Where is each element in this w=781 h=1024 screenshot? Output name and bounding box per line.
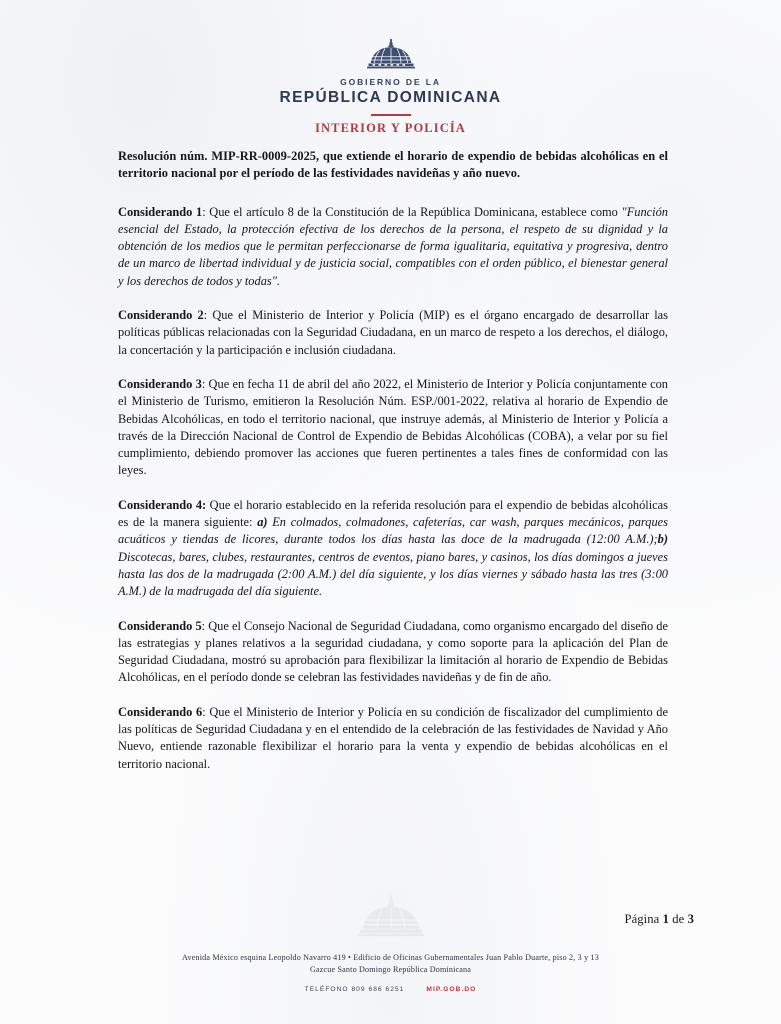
header-divider-rule	[371, 114, 411, 117]
footer-contact	[0, 986, 781, 993]
considerando-lead: Considerando 5	[118, 618, 202, 633]
letterhead	[0, 0, 781, 136]
considerando-paragraph-5	[118, 618, 668, 687]
considerando-lead: Considerando 6	[118, 704, 203, 719]
considerando-text: Que en fecha 11 de abril del año 2022, el Ministerio de Interior y Policía conjuntamente con el Ministerio de Turismo, emitieron la Resolución Núm. ESP./001-2022, relativa al horario de Expendio de Bebidas Alcohólicas, en todo el territorio nacional, que instruye además, al Ministerio de Interior y Policía a través de la Dirección Nacional de Control de Expendio de Bebidas Alcohólicas (COBA), a velar por su fiel cumplimiento, debiendo promover las acciones que fueren pertinentes a tales fines de conformidad con las leyes.	[118, 376, 668, 478]
considerando-text: Que el Ministerio de Interior y Policía en su condición de fiscalizador del cumplimiento de las políticas de Seguridad Ciudadana y en el entendido de la celebración de las festividades de Navidad y Año Nuevo, entiende razonable flexibilizar el horario para la venta y expendio de bebidas alcohólicas en el territorio nacional.	[118, 704, 668, 771]
considerando-text: Que el artículo 8 de la Constitución de la República Dominicana, establece como	[209, 204, 622, 219]
considerando-text: Que el Consejo Nacional de Seguridad Ciudadana, como organismo encargado del diseño de las estrategias y planes relativos a la seguridad ciudadana, y como soporte para la aplicación del Plan de Seguridad Ciudadana, mostró su aprobación para flexibilizar la limitación al horario de Expendio de Bebidas Alcohólicas, en el período donde se celebran las festividades navideñas y de fin de año.	[118, 618, 668, 685]
considerando-paragraph-6	[118, 704, 668, 773]
footer-phone: TELÉFONO 809 686 6251	[304, 986, 405, 993]
document-body	[118, 148, 668, 790]
considerando-separator: :	[201, 376, 209, 391]
department-label: INTERIOR Y POLICÍA	[315, 121, 466, 136]
list-marker-b: b)	[657, 532, 668, 547]
page-current: 1	[662, 912, 669, 926]
considerando-intro: Que el horario establecido en la referida resolución para el expendio de bebidas alcohólicas es de la manera siguiente:	[118, 497, 668, 530]
dominican-republic-dome-crest-icon	[363, 38, 419, 74]
dome-crest-watermark-icon	[352, 894, 430, 944]
footer-address-line-1: Avenida México esquina Leopoldo Navarro 419 • Edificio de Oficinas Gubernamentales Juan Pablo Duarte, piso 2, 3 y 13	[182, 953, 599, 962]
considerando-separator: :	[201, 618, 209, 633]
considerando-lead: Considerando 4:	[118, 497, 207, 512]
page-total: 3	[687, 912, 694, 926]
considerando-paragraph-3	[118, 376, 668, 480]
page-footer	[0, 894, 781, 1024]
list-item-b-text: Discotecas, bares, clubes, restaurantes, centros de eventos, piano bares, y casinos, los días domingos a jueves hasta las dos de la madrugada (2:00 A.M.) del día siguiente, y los días viernes y sábado hasta las tres (3:00 A.M.) de la madrugada del día siguiente.	[118, 549, 668, 599]
footer-address-line-2: Gazcue Santo Domingo República Dominicana	[309, 964, 472, 974]
considerando-paragraph-1	[118, 204, 668, 290]
resolution-title: Resolución núm. MIP-RR-0009-2025, que extiende el horario de expendio de bebidas alcohólicas en el territorio nacional por el período de las festividades navideñas y año nuevo.	[118, 149, 668, 181]
considerando-lead: Considerando 1	[118, 204, 203, 219]
considerando-text: Que el Ministerio de Interior y Policía (MIP) es el órgano encargado de desarrollar las políticas públicas relacionadas con la Seguridad Ciudadana, en un marco de respeto a los derechos, el diálogo, la concertación y la participación e inclusión ciudadana.	[118, 308, 669, 357]
footer-address	[0, 952, 781, 976]
considerando-separator: :	[202, 704, 210, 719]
list-item-a-text: En colmados, colmadones, cafeterías, car wash, parques mecánicos, parques acuáticos y tiendas de licores, durante todos los días hasta las doce de la madrugada (12:00 A.M.);	[118, 515, 668, 547]
considerando-paragraph-2	[118, 307, 668, 359]
page-connector: de	[669, 912, 688, 926]
considerando-quote: "Función esencial del Estado, la protección efectiva de los derechos de la persona, el respeto de su dignidad y la obtención de los medios que le permitan perfeccionarse de forma igualitaria, equitativa y progresiva, dentro de un marco de libertad individual y de justicia social, compatibles con el orden público, el bienestar general y los derechos de todos y todas".	[118, 204, 668, 288]
footer-website-link[interactable]: MIP.GOB.DO	[426, 986, 477, 993]
considerando-lead: Considerando 3	[118, 376, 202, 391]
considerando-paragraph-4	[118, 497, 668, 601]
considerando-separator: :	[202, 204, 210, 219]
country-label: REPÚBLICA DOMINICANA	[279, 89, 502, 107]
considerando-lead: Considerando 2	[118, 308, 204, 323]
list-marker-a: a)	[257, 515, 268, 530]
page-label-prefix: Página	[624, 912, 663, 926]
government-label: GOBIERNO DE LA	[340, 77, 441, 87]
page-number	[624, 912, 694, 927]
considerando-separator: :	[203, 308, 213, 323]
